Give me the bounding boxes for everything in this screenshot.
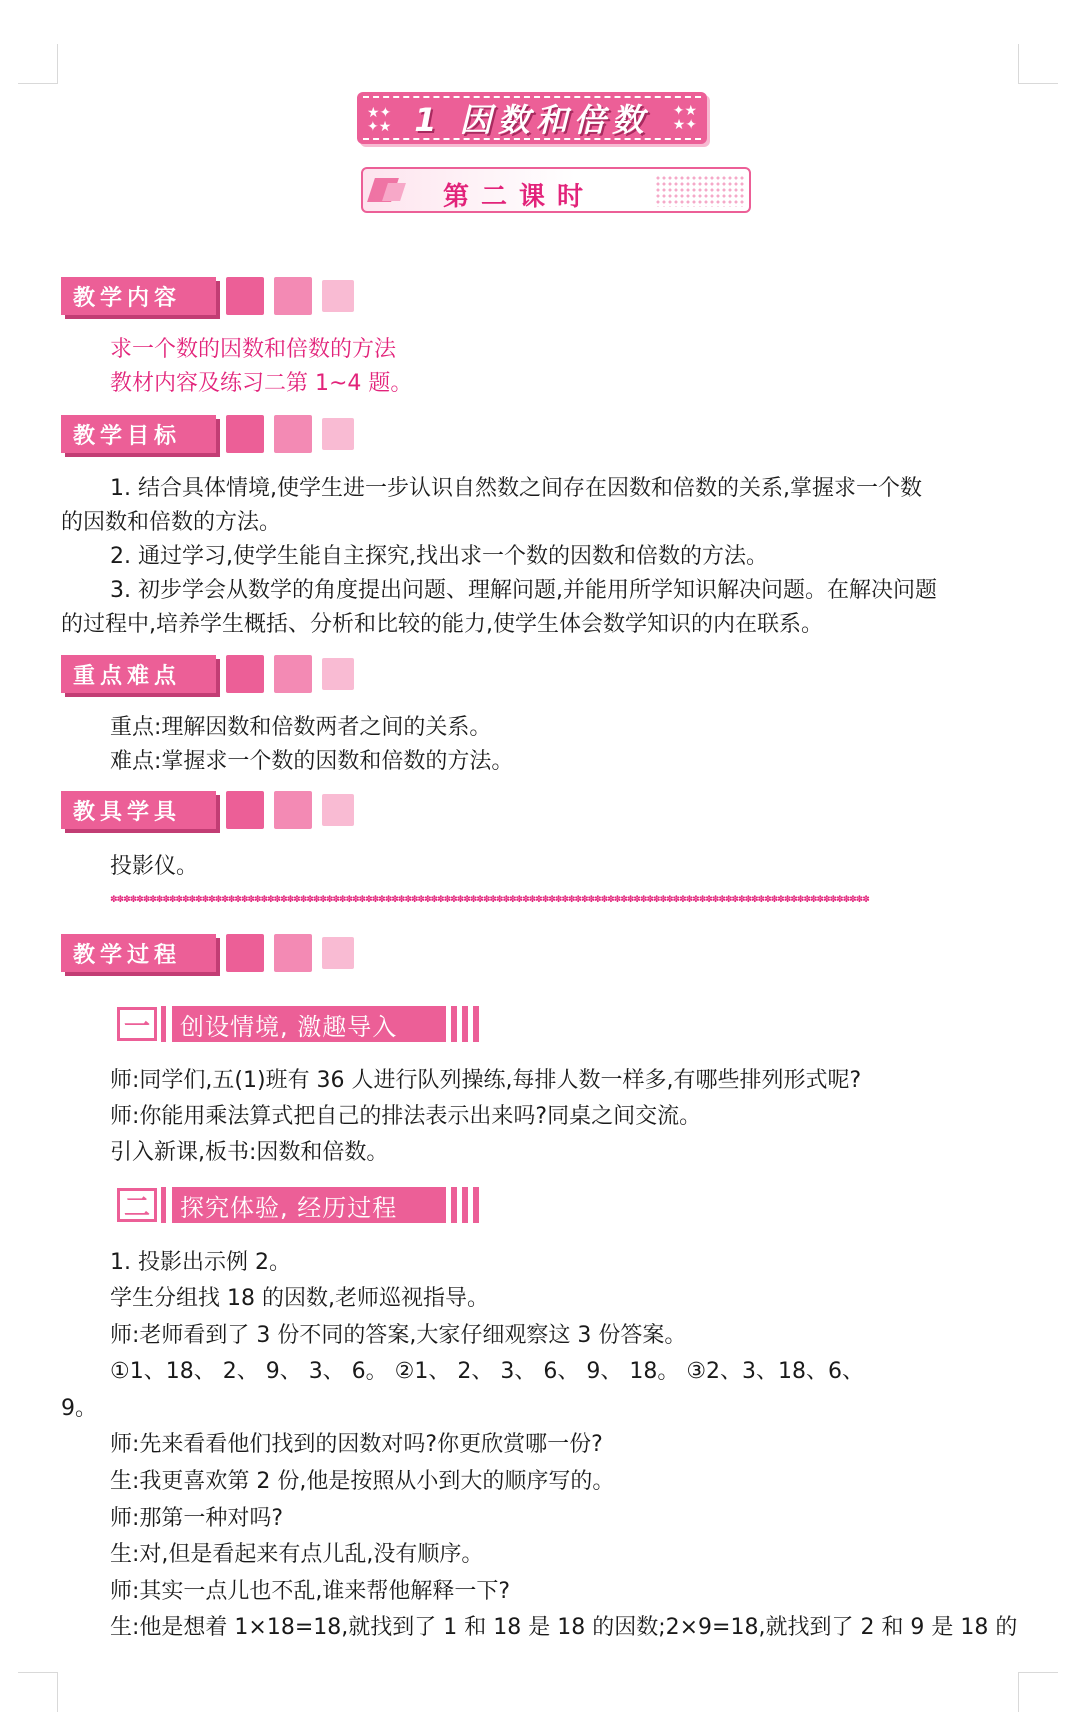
stripe-decoration [161,1006,166,1042]
goal-line: 1. 结合具体情境,使学生进一步认识自然数之间存在因数和倍数的关系,掌握求一个数 [110,476,922,501]
stripe-decoration [473,1006,479,1042]
dialogue-line: 生:他是想着 1×18=18,就找到了 1 和 18 是 18 的因数;2×9=18,就找到了 2 和 9 是 18 的 [110,1615,1018,1640]
label-square-decoration [322,658,354,690]
answer-options-line: 9。 [61,1396,97,1421]
lesson-title-banner [361,167,751,213]
label-square-decoration [322,937,354,969]
decorative-divider: ✽✽✽✽✽✽✽✽✽✽✽✽✽✽✽✽✽✽✽✽✽✽✽✽✽✽✽✽✽✽✽✽✽✽✽✽✽✽✽✽✽✽✽✽✽✽✽✽✽✽✽✽✽✽✽✽✽✽✽✽✽✽✽✽✽✽✽✽✽✽✽✽✽✽✽✽✽✽✽✽✽✽✽✽✽✽✽✽✽✽✽✽✽✽✽✽✽✽✽✽✽✽✽✽✽✽✽✽✽✽✽✽✽✽✽✽ [110,895,869,905]
section-label-content [61,276,354,316]
subsection-title: 探究体验, 经历过程 [172,1187,446,1223]
subsection-number: 一 [117,1007,157,1041]
stripe-decoration [451,1006,457,1042]
label-square-decoration [226,655,264,693]
dialogue-line: 师:其实一点儿也不乱,谁来帮他解释一下? [110,1579,511,1604]
section-label-goals [61,414,354,454]
dialogue-line: 师:那第一种对吗? [110,1506,284,1531]
dialogue-line: 引入新课,板书:因数和倍数。 [110,1140,389,1165]
dialogue-line: 师:同学们,五(1)班有 36 人进行队列操练,每排人数一样多,有哪些排列形式呢? [110,1068,862,1093]
goal-line: 的过程中,培养学生概括、分析和比较的能力,使学生体会数学知识的内在联系。 [61,612,823,637]
dialogue-line: 生:对,但是看起来有点儿乱,没有顺序。 [110,1542,484,1567]
goal-line: 的因数和倍数的方法。 [61,510,282,535]
label-square-decoration [226,415,264,453]
crop-mark-top-right [1018,44,1058,84]
dialogue-line: 师:老师看到了 3 份不同的答案,大家仔细观察这 3 份答案。 [110,1323,687,1348]
stripe-decoration [462,1187,468,1223]
stripe-decoration [462,1006,468,1042]
stripe-decoration [161,1187,166,1223]
stars-decoration-left: ★✦ ✦★ [367,105,392,135]
tools-line: 投影仪。 [110,854,199,879]
stripe-decoration [473,1187,479,1223]
label-square-decoration [322,794,354,826]
dialogue-line: 1. 投影出示例 2。 [110,1250,291,1275]
crop-mark-top-left [18,44,58,84]
section-label-process [61,933,354,973]
stars-decoration-right: ✦★ ★✦ [672,103,697,133]
dialogue-line: 师:你能用乘法算式把自己的排法表示出来吗?同桌之间交流。 [110,1104,702,1129]
unit-title: 1 因数和倍数 [414,101,650,139]
section-label-text: 教学内容 [61,277,216,315]
goal-line: 3. 初步学会从数学的角度提出问题、理解问题,并能用所学知识解决问题。在解决问题 [110,578,937,603]
lesson-title: 第二课时 [443,182,596,212]
dialogue-line: 师:先来看看他们找到的因数对吗?你更欣赏哪一份? [110,1432,603,1457]
subsection-header-2 [117,1186,479,1224]
banner-dots-decoration [655,175,745,207]
subsection-title: 创设情境, 激趣导入 [172,1006,446,1042]
label-square-decoration [322,418,354,450]
key-point-line: 重点:理解因数和倍数两者之间的关系。 [110,715,492,740]
section-label-key-points [61,654,354,694]
goal-line: 2. 通过学习,使学生能自主探究,找出求一个数的因数和倍数的方法。 [110,544,768,569]
section-label-tools [61,790,354,830]
label-square-decoration [226,934,264,972]
crop-mark-bottom-left [18,1672,58,1712]
unit-title-banner [357,92,707,144]
subsection-header-1 [117,1005,479,1043]
crop-mark-bottom-right [1018,1672,1058,1712]
content-line: 求一个数的因数和倍数的方法 [110,337,397,362]
dialogue-line: 学生分组找 18 的因数,老师巡视指导。 [110,1286,489,1311]
key-point-line: 难点:掌握求一个数的因数和倍数的方法。 [110,749,514,774]
label-square-decoration [226,277,264,315]
label-square-decoration [274,791,312,829]
section-label-text: 教学目标 [61,415,216,453]
label-square-decoration [274,655,312,693]
label-square-decoration [274,415,312,453]
section-label-text: 教具学具 [61,791,216,829]
stripe-decoration [451,1187,457,1223]
answer-options-line: ①1、18、 2、 9、 3、 6。 ②1、 2、 3、 6、 9、 18。 ③2、3、18、6、 [110,1359,865,1384]
section-label-text: 教学过程 [61,934,216,972]
dialogue-line: 生:我更喜欢第 2 份,他是按照从小到大的顺序写的。 [110,1469,615,1494]
content-line: 教材内容及练习二第 1~4 题。 [110,371,413,396]
label-square-decoration [274,934,312,972]
section-label-text: 重点难点 [61,655,216,693]
label-square-decoration [322,280,354,312]
subsection-number: 二 [117,1188,157,1222]
label-square-decoration [274,277,312,315]
label-square-decoration [226,791,264,829]
